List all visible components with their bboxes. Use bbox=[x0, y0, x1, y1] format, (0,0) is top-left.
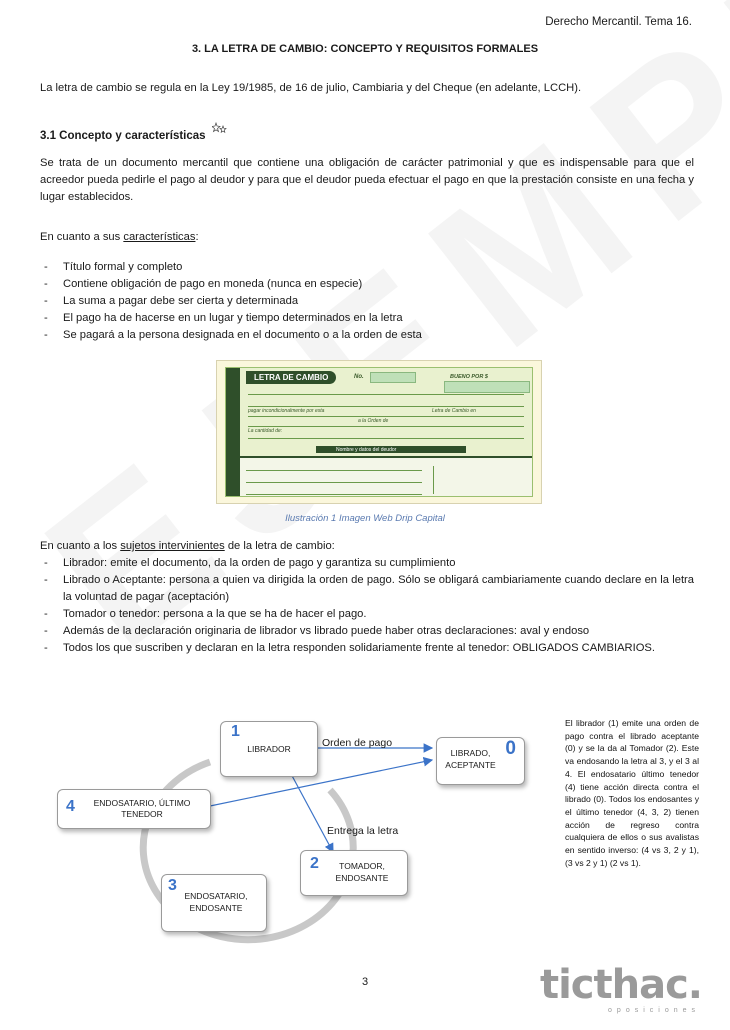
cheque-orden-text: a la Orden de bbox=[358, 418, 389, 424]
node-endosatario bbox=[161, 874, 267, 932]
page-number: 3 bbox=[361, 976, 369, 988]
characteristics-link: características bbox=[123, 231, 196, 243]
definition-paragraph: Se trata de un documento mercantil que contiene una obligación de carácter patrimonial y que es indispensable para que el acreedor pueda pedirle el pago al deudor y para que el deudor pueda efectuar el pago en que la prestación consiste en una fecha y lugar establecidos. bbox=[40, 157, 694, 203]
cheque-line bbox=[248, 416, 524, 417]
cheque-title: LETRA DE CAMBIO bbox=[246, 371, 336, 384]
node-label: TOMADOR, ENDOSANTE bbox=[335, 861, 389, 883]
figure-caption: Ilustración 1 Imagen Web Drip Capital bbox=[285, 513, 445, 524]
list-item: - Librador: emite el documento, da la orden de pago y garantiza su cumplimiento bbox=[40, 555, 694, 572]
cheque-debtor-section bbox=[240, 456, 532, 496]
cheque-line bbox=[248, 406, 524, 407]
subjects-intro bbox=[40, 538, 694, 555]
cheque-line bbox=[248, 394, 524, 395]
order-label: Orden de pago bbox=[322, 737, 393, 749]
cheque-line bbox=[248, 426, 524, 427]
list-item: - Librado o Aceptante: persona a quien va dirigida la orden de pago. Sólo se obligará cambiariamente cuando declare en la letra la voluntad de pagar (aceptación) bbox=[40, 572, 694, 606]
node-label: LIBRADO, ACEPTANTE bbox=[445, 748, 496, 770]
node-number: 4 bbox=[66, 798, 75, 815]
page-title: 3. LA LETRA DE CAMBIO: CONCEPTO Y REQUISITOS FORMALES bbox=[191, 43, 539, 55]
cheque-pagar-text: pagar incondicionalmente por esta bbox=[248, 408, 325, 414]
cheque-bueno-label: BUENO POR $ bbox=[450, 374, 488, 380]
cheque-letra-text: Letra de Cambio en bbox=[432, 408, 476, 414]
cheque-debtor-text: Nombre y datos del deudor bbox=[336, 447, 397, 453]
characteristics-intro-prefix: En cuanto a sus bbox=[40, 231, 124, 243]
node-librador bbox=[220, 721, 318, 777]
characteristics-intro bbox=[40, 229, 694, 246]
subjects-intro-prefix: En cuanto a los bbox=[40, 540, 121, 552]
cheque-line bbox=[248, 438, 524, 439]
brand-logo: ticthac. bbox=[539, 962, 702, 1008]
list-item: - La suma a pagar debe ser cierta y determinada bbox=[40, 293, 694, 310]
cheque-cantidad-text: La cantidad de: bbox=[248, 428, 283, 434]
delivery-arrow bbox=[290, 772, 333, 852]
list-item: - Además de la declaración originaria de librador vs librado puede haber otras declaraciones: aval y endoso bbox=[40, 623, 694, 640]
characteristics-list bbox=[40, 259, 694, 344]
node-label: LIBRADOR bbox=[247, 744, 291, 754]
subjects-intro-suffix: de la letra de cambio: bbox=[224, 540, 335, 552]
bill-of-exchange-image bbox=[216, 360, 542, 504]
delivery-label: Entrega la letra bbox=[327, 825, 399, 837]
cheque-no-box bbox=[370, 372, 416, 383]
section-heading-text: 3.1 Concepto y características bbox=[40, 130, 206, 142]
node-tomador bbox=[300, 850, 408, 896]
course-header: Derecho Mercantil. Tema 16. bbox=[545, 16, 692, 28]
cheque-side-stripe bbox=[226, 368, 240, 496]
cheque-amount-box bbox=[444, 381, 530, 393]
subjects-link: sujetos intervinientes bbox=[120, 540, 225, 552]
node-number: 2 bbox=[310, 855, 319, 872]
node-label: ENDOSATARIO, ÚLTIMO TENEDOR bbox=[93, 798, 191, 819]
characteristics-intro-suffix: : bbox=[195, 231, 199, 243]
list-item: - Título formal y completo bbox=[40, 259, 694, 276]
list-item: - Tomador o tenedor: persona a la que se ha de hacer el pago. bbox=[40, 606, 694, 623]
list-item: - Todos los que suscriben y declaran en la letra responden solidariamente frente al tenedor: OBLIGADOS CAMBIARIOS. bbox=[40, 640, 694, 657]
cheque-no-label: No. bbox=[354, 374, 364, 380]
node-number: 1 bbox=[231, 723, 240, 740]
list-item: - Contiene obligación de pago en moneda (nunca en especie) bbox=[40, 276, 694, 293]
brand-logo-subtitle: oposiciones bbox=[608, 1007, 700, 1014]
diagram-explanation: El librador (1) emite una orden de pago contra el librado aceptante (0) y se la da al Tomador (2). Este va endosando la letra al 3, y el 3 al 4. El endosatario último tenedor (4) tiene acción directa contra el librado (0). Todos los endosantes y el último tenedor (4, 3, 2) tienen acción de regreso contra cualquiera de ellos o sus avalistas en sentido inverso: (4 vs 3, 2 y 1), (3 vs 2 y 1) (2 vs 1). bbox=[565, 718, 699, 868]
node-librado bbox=[436, 737, 525, 785]
section-heading bbox=[40, 130, 228, 142]
node-endosatario-ultimo bbox=[57, 789, 211, 829]
sparkle-icon bbox=[212, 122, 228, 139]
subjects-list bbox=[40, 555, 694, 657]
cheque-body bbox=[225, 367, 533, 497]
node-number: 0 bbox=[505, 738, 516, 759]
intro-paragraph: La letra de cambio se regula en la Ley 19/1985, de 16 de julio, Cambiaria y del Cheque (en adelante, LCCH). bbox=[40, 82, 582, 94]
node-number: 3 bbox=[168, 877, 177, 894]
list-item: - Se pagará a la persona designada en el documento o a la orden de esta bbox=[40, 327, 694, 344]
list-item: - El pago ha de hacerse en un lugar y tiempo determinados en la letra bbox=[40, 310, 694, 327]
node-label: ENDOSATARIO, ENDOSANTE bbox=[184, 891, 248, 913]
